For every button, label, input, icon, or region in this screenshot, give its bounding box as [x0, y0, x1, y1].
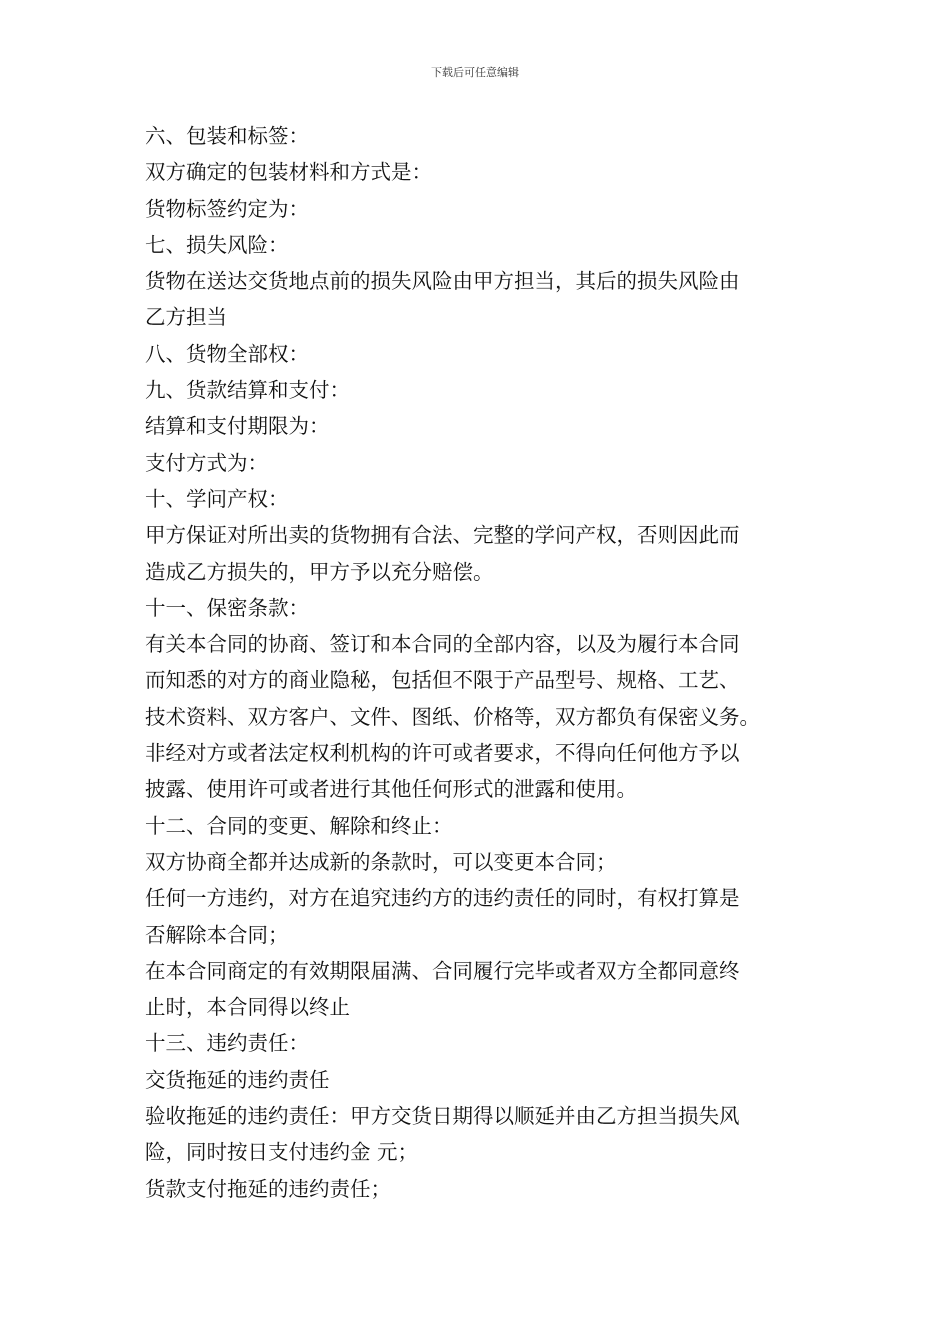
text-line: 甲方保证对所出卖的货物拥有合法、完整的学问产权，否则因此而: [145, 523, 740, 548]
section-heading-packaging: 六、包装和标签：: [145, 124, 309, 148]
text-line: 止时，本合同得以终止: [145, 995, 350, 1020]
text-line: 乙方担当: [145, 305, 227, 330]
text-line: 在本合同商定的有效期限届满、合同履行完毕或者双方全都同意终: [145, 958, 740, 983]
section-heading-ip: 十、学问产权：: [145, 486, 289, 511]
text-line: 货款支付拖延的违约责任；: [145, 1176, 391, 1201]
text-line: 险，同时按日支付违约金 元；: [145, 1140, 419, 1165]
document-body: [145, 118, 825, 1207]
section-heading-termination: 十二、合同的变更、解除和终止：: [145, 813, 453, 838]
text-line: 货物在送达交货地点前的损失风险由甲方担当，其后的损失风险由: [145, 269, 740, 294]
text-line: 交货拖延的违约责任: [145, 1067, 330, 1092]
text-line: 双方协商全都并达成新的条款时，可以变更本合同；: [145, 849, 617, 874]
page-header: 下载后可任意编辑: [431, 66, 519, 79]
section-heading-loss-risk: 七、损失风险：: [145, 232, 289, 257]
text-line: 而知悉的对方的商业隐秘，包括但不限于产品型号、规格、工艺、: [145, 668, 740, 693]
text-line: 结算和支付期限为：: [145, 414, 330, 439]
text-line: 否解除本合同；: [145, 922, 289, 947]
section-heading-ownership: 八、货物全部权：: [145, 341, 309, 366]
text-line: 披露、使用许可或者进行其他任何形式的泄露和使用。: [145, 777, 637, 802]
text-line: 造成乙方损失的，甲方予以充分赔偿。: [145, 559, 494, 584]
section-heading-payment: 九、货款结算和支付：: [145, 378, 350, 403]
text-line: 技术资料、双方客户、文件、图纸、价格等，双方都负有保密义务。: [145, 704, 760, 729]
text-line: 双方确定的包装材料和方式是：: [145, 160, 432, 185]
text-line: 任何一方违约，对方在追究违约方的违约责任的同时，有权打算是: [145, 886, 740, 911]
text-line: 货物标签约定为：: [145, 196, 309, 221]
text-line: 有关本合同的协商、签订和本合同的全部内容，以及为履行本合同: [145, 632, 740, 657]
text-line: 非经对方或者法定权利机构的许可或者要求，不得向任何他方予以: [145, 741, 740, 766]
section-heading-confidentiality: 十一、保密条款：: [145, 595, 309, 620]
section-heading-liability: 十三、违约责任：: [145, 1031, 309, 1056]
text-line: 支付方式为：: [145, 450, 268, 475]
text-line: 验收拖延的违约责任：甲方交货日期得以顺延并由乙方担当损失风: [145, 1104, 740, 1129]
